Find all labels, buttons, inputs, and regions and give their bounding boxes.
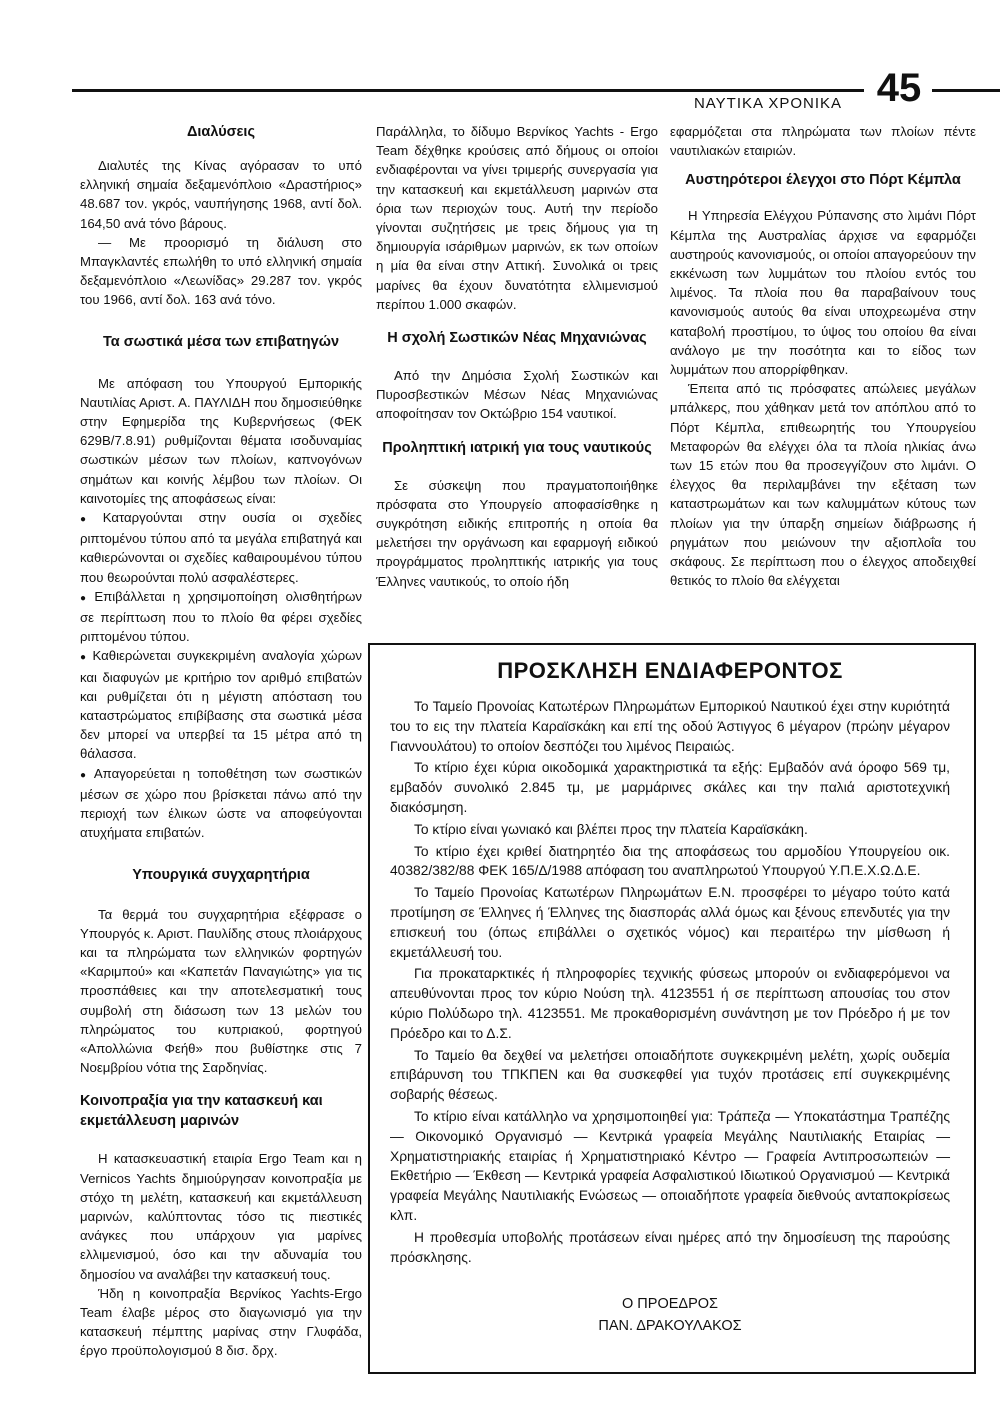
invitation-notice-box [368, 643, 976, 1374]
publication-name: ΝΑΥΤΙΚΑ ΧΡΟΝΙΚΑ [693, 95, 843, 112]
article-paragraph: Η Υπηρεσία Ελέγχου Ρύπανσης στο λιμάνι Πόρτ Κέμπλα της Αυστραλίας άρχισε να εφαρμόζει αυστηρούς κανονισμούς, οι οποίοι απαγορεύουν την εκκένωση των λυμμάτων του πλοίου εντός του λιμένος. Τα πλοία που θα παραβαίνουν τους κανονισμούς αυτούς θα είναι υποχρεωμένα στην καταβολή προστίμου, το ύψος του οποίου θα είναι ανάλογο με την ποσότητα και το είδος των λυμμάτων που απορρίφθηκαν. [670, 208, 976, 378]
notice-title: ΠΡΟΣΚΛΗΣΗ ΕΝΔΙΑΦΕΡΟΝΤΟΣ [497, 658, 843, 683]
notice-paragraph: Το κτίριο έχει κύρια οικοδομικά χαρακτηριστικά τα εξής: Εμβαδόν ανά όροφο 569 τμ, εμβαδόν συνολικό 2.845 τμ, με μαρμάρινες σκάλες και την παλιά αριστοτεχνική διακόσμηση. [390, 760, 950, 815]
notice-paragraph: Το Ταμείο Προνοίας Κατωτέρων Πληρωμάτων Εμπορικού Ναυτικού έχει στην κυριότητά του το εις την πλατεία Καραϊσκάκη και επί της οδού Άστιγγος 6 μέγαρον (πρώην μέγαρον Γιαννουλάτου) το οποίον δεσπόζει του λιμένος Πειραιώς. [390, 699, 950, 754]
article-title-koinopraxia: Κοινοπραξία για την κατασκευή και εκμετάλλευση μαρινών [80, 1093, 323, 1130]
article-paragraph: εφαρμόζεται στα πληρώματα των πλοίων πέντε ναυτιλιακών εταιριών. [670, 124, 976, 159]
column-1 [80, 122, 362, 1361]
signer-name: ΠΑΝ. ΔΡΑΚΟΥΛΑΚΟΣ [598, 1318, 742, 1335]
notice-paragraph: Το κτίριο είναι γωνιακό και βλέπει προς την πλατεία Καραϊσκάκη. [414, 821, 808, 837]
article-paragraph: Η κατασκευαστική εταιρία Ergo Team και η Vernicos Yachts δημιούργησαν κοινοπραξία με στόχο τη μελέτη, κατασκευή και εκμετάλλευση μαρινών, καλύπτοντας τόσο τις πιεστικές ανάγκες που υπάρχουν για μαρίνες ελλιμενισμού, όσο και την αδυναμία του δημοσίου να αναλάβει την κατασκευή τους. [80, 1151, 362, 1282]
notice-paragraph: Το κτίριο έχει κριθεί διατηρητέο δια της αποφάσεως του αρμοδίου Υπουργείου οικ. 40382/382/88 ΦΕΚ 165/Δ/1988 απόφαση του αναπληρωτού Υπουργού Υ.Π.Ε.Χ.Ω.Δ.Ε. [390, 843, 950, 879]
article-paragraph: Διαλυτές της Κίνας αγόρασαν το υπό ελληνική σημαία δεξαμενόπλοιο «Δραστήριος» 48.687 τον. γκρός, ναυπήγησης 1968, αντί δολ. 164,50 ανά τόνο βάρους. [80, 158, 362, 231]
article-paragraph: Με απόφαση του Υπουργού Εμπορικής Ναυτιλίας Αριστ. Α. ΠΑΥΛΙΔΗ που δημοσιεύθηκε στην Εφημερίδα της Κυβερνήσεως (ΦΕΚ 629Β/7.8.91) ρυθμίζονται θέματα ισοδυναμίας σωστικών μέσων των πλοίων, καπνογόνων σημάτων και κοινής λέμβου των πλοίων. Οι καινοτομίες της αποφάσεως είναι: [80, 375, 362, 506]
notice-paragraph: Το κτίριο είναι κατάλληλο να χρησιμοποιηθεί για: Τράπεζα — Υποκατάστημα Τραπέζης — Οικονομικό Οργανισμό — Κεντρικά γραφεία Μεγάλης Ναυτιλιακής Εταιρίας — Χρηματιστηριακής εταιρίας ή Χρηματιστηριακό Κέντρο — Γραφεία Αντιπροσωπειών — Εκθετήριο — Έκθεση — Κεντρικά γραφεία Ασφαλιστικού Ιδιωτικού Οργανισμού — Κεντρικά γραφεία Μεγάλης Ναυτιλιακής Ενώσεως — οποιαδήποτε γραφεία διεθνούς ανταποκρίσεως κλπ. [390, 1108, 950, 1223]
notice-paragraph: Για προκαταρκτικές ή πληροφορίες τεχνικής φύσεως μπορούν οι ενδιαφερόμενοι να απευθύνονται προς τον κύριο Νούση τηλ. 4123551 ή σε περίπτωση απουσίας του στον κύριο Πολύδωρο τηλ. 4123551. Με προκαθορισμένη συνάντηση με τον Πρόεδρο ή με τον Πρόεδρο και το Δ.Σ. [390, 966, 950, 1041]
article-paragraph: Ήδη η κοινοπραξία Βερνίκος Yachts-Ergo Team έλαβε μέρος στο διαγωνισμό για την κατασκευή πέμπτης μαρίνας στην Γλυφάδα, έργο προϋπολογισμού 8 δισ. δρχ. [80, 1285, 362, 1359]
article-paragraph: Έπειτα από τις πρόσφατες απώλειες μεγάλων μπάλκερς, που χάθηκαν μετά τον απόπλου από το Πόρτ Κέμπλα, επιθεωρητής του Υπουργείου Μεταφορών θα ελέγχει όλα τα πλοία ηλικίας άνω των 15 ετών που θα προσεγγίζουν στο λιμάνι. Ο έλεγχος θα περιλαμβάνει την εξέταση των καταστρωμάτων και των καλυμμάτων κύτους των πλοίων για την ύπαρξη σημείων διάβρωσης ή ρηγμάτων που μειώνουν την αξιοπλοΐα του σκάφους. Σε περίπτωση που ο έλεγχος αποδειχθεί θετικός το πλοίο θα ελέγχεται [670, 381, 976, 589]
article-paragraph: Σε σύσκεψη που πραγματοποιήθηκε πρόσφατα στο Υπουργείο αποφασίσθηκε η συγκρότηση ειδικής επιτροπής η οποία θα μελετήσει την οργάνωση και εφαρμογή ειδικού προγράμματος προληπτικής ιατρικής για τους Έλληνες ναυτικούς, το οποίο ήδη [376, 477, 658, 589]
notice-paragraph: Η προθεσμία υποβολής προτάσεων είναι ημέρες από την δημοσίευση της παρούσης πρόσκλησης. [390, 1229, 950, 1265]
bullet-item: ● Απαγορεύεται η τοποθέτηση των σωστικών μέσων σε χώρο που βρίσκεται πάνω από την περιοχή των έλικων ώστε να αποφεύγονται ατυχήματα επιβατών. [80, 764, 362, 843]
article-paragraph: — Με προορισμό τη διάλυση στο Μπαγκλαντές επωλήθη το υπό ελληνική σημαία δεξαμενόπλοιο «Λεωνίδας» 29.287 τον. γκρός του 1966, αντί δολ. 163 ανά τόνο. [80, 234, 362, 308]
header-rule-right [932, 89, 1000, 92]
bullet-item: ● Καθιερώνεται συγκεκριμένη αναλογία χώρων και διαφυγών με κριτήριο τον αριθμό επιβατών και ρυθμίζεται ότι η μέγιστη απόσταση του καταστρώματος επιβίβασης στα σωστικά μέσα δεν μπορεί να υπερβεί τα 15 μέτρα από τη θάλασσα. [80, 646, 362, 763]
article-title-syncharitiria: Υπουργικά συγχαρητήρια [132, 866, 310, 883]
notice-paragraph: Το Ταμείο Προνοίας Κατωτέρων Πληρωμάτων Ε.Ν. προσφέρει το μέγαρο τούτο κατά προτίμηση σε Έλληνες ή Έλληνες της διασποράς αλλά όμως και ξένους επενδυτές για την επισκευή του (όπως επιβάλλει ο σχετικός νόμος) και περαιτέρω την μίσθωση ή εκμετάλλευσή του. [390, 885, 950, 960]
article-title-sostika: Τα σωστικά μέσα των επιβατηγών [102, 333, 340, 350]
signature-block [390, 1293, 950, 1337]
bullet-item: ● Καταργούνται στην ουσία οι σχεδίες ριπτομένου τύπου από τα μεγάλα επιβατηγά και καθιερώνονται οι σχεδίες καθαιρουμένου τύπου που θεωρούνται πολύ ασφαλέστερες. [80, 508, 362, 587]
bullet-item: ● Επιβάλλεται η χρησιμοποίηση ολισθητήρων σε περίπτωση που το πλοίο θα φέρει σχεδίες ριπτομένου τύπου. [80, 587, 362, 647]
signer-role: Ο ΠΡΟΕΔΡΟΣ [622, 1296, 718, 1313]
column-2 [376, 122, 658, 591]
article-paragraph: Από την Δημόσια Σχολή Σωστικών και Πυροσβεστικών Μέσων Νέας Μηχανιώνας αποφοίτησαν τον Οκτώβριο 154 ναυτικοί. [376, 368, 658, 422]
article-title-iatriki: Προληπτική ιατρική για τους ναυτικούς [382, 439, 652, 456]
article-title-elegxoi: Αυστηρότεροι έλεγχοι στο Πόρτ Κέμπλα [685, 172, 961, 189]
article-title-dialyseis: Διαλύσεις [186, 124, 256, 140]
column-3 [670, 122, 976, 590]
header-rule-left [72, 89, 864, 92]
article-title-scholi: Η σχολή Σωστικών Νέας Μηχανιώνας [387, 330, 647, 347]
page-number: 45 [876, 66, 922, 110]
article-paragraph: Τα θερμά του συγχαρητήρια εξέφρασε ο Υπουργός κ. Αριστ. Παυλίδης στους πλοιάρχους και τα πληρώματα των ελληνικών φορτηγών «Καριμπού» και «Καπετάν Παναγιώτης» για τις προσπάθειες και την αποτελεσματική τους συμβολή στη διάσωση των 13 μελών του πληρώματος του κυπριακού, φορτηγού «Απολλώνια Φεήθ» που βυθίστηκε στις 7 Νοεμβρίου νότια της Σαρδηνίας. [80, 906, 362, 1076]
article-paragraph: Παράλληλα, το δίδυμο Βερνίκος Yachts - Ergo Team δέχθηκε κρούσεις από δήμους οι οποίοι ενδιαφέρονται να γίνει τριμερής συνεργασία για την κατασκευή και εκμετάλλευση μαρινών στα όρια των περιοχών τους. Αυτή την περίοδο γίνονται συζητήσεις με τρεις δήμους για τη δημιουργία ισάριθμων μαρινών, εκ των οποίων η μία θα είναι στην Αττική. Συνολικά οι τρεις μαρίνες θα έχουν δυνατότητα ελλιμενισμού περίπου 1.000 σκαφών. [376, 124, 658, 312]
notice-paragraph: Το Ταμείο θα δεχθεί να μελετήσει οποιαδήποτε συγκεκριμένη μελέτη, χωρίς ουδεμία επιβάρυνση του ΤΠΚΠΕΝ και θα συσκεφθεί για τυχόν προτάσεις επί συγκεκριμένης σοβαρής θέσεως. [390, 1047, 950, 1103]
